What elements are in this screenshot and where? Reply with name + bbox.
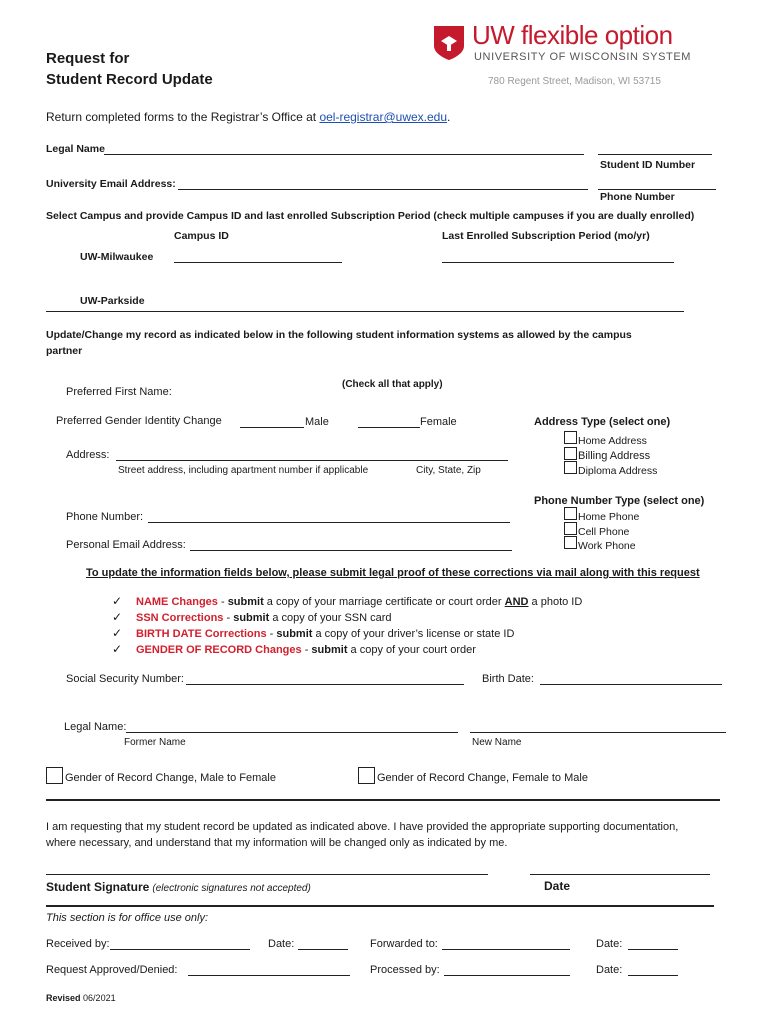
university-email-label: University Email Address: <box>46 178 176 190</box>
statement-line2: where necessary, and understand that my information will be changed only as indicated by me. <box>46 837 508 849</box>
checkmark-icon: ✓ <box>112 642 123 656</box>
former-name-field[interactable] <box>126 732 458 733</box>
revised-date: 06/2021 <box>83 993 116 1003</box>
home-address-checkbox[interactable] <box>564 431 577 444</box>
home-address-label: Home Address <box>578 435 647 447</box>
ssn-field[interactable] <box>186 684 464 685</box>
revised-label: Revised <box>46 993 81 1003</box>
received-by-field[interactable] <box>110 949 250 950</box>
proof-text: a copy of your SSN card <box>269 612 392 624</box>
proof-item-birthdate <box>136 628 514 640</box>
checkmark-icon: ✓ <box>112 610 123 624</box>
office-divider <box>46 905 714 907</box>
former-name-hint: Former Name <box>124 737 186 748</box>
proof-label: SSN Corrections <box>136 612 224 624</box>
checkmark-icon: ✓ <box>112 626 123 640</box>
registrar-email-link[interactable]: oel-registrar@uwex.edu <box>319 110 448 124</box>
personal-email-label: Personal Email Address: <box>66 539 186 551</box>
header-address: 780 Regent Street, Madison, WI 53715 <box>488 76 661 87</box>
new-name-field[interactable] <box>470 732 726 733</box>
form-title-line2: Student Record Update <box>46 71 213 88</box>
proof-heading: To update the information fields below, please submit legal proof of these corrections via mail along with this request <box>86 567 700 579</box>
intro-prefix: Return completed forms to the Registrar’s Office at <box>46 110 320 124</box>
student-id-field[interactable] <box>598 154 712 155</box>
campus-id-header: Campus ID <box>174 230 229 242</box>
personal-email-field[interactable] <box>190 550 512 551</box>
update-instruction-line1: Update/Change my record as indicated below in the following student information systems as allowed by the campus <box>46 329 632 341</box>
signature-note: (electronic signatures not accepted) <box>152 883 311 894</box>
diploma-address-label: Diploma Address <box>578 465 658 477</box>
new-name-hint: New Name <box>472 737 522 748</box>
date2-label: Date: <box>596 938 623 950</box>
male-field[interactable] <box>240 427 304 428</box>
date1-field[interactable] <box>298 949 348 950</box>
billing-address-label: Billing Address <box>578 450 651 462</box>
date1-label: Date: <box>268 938 295 950</box>
phone-type-title: Phone Number Type (select one) <box>534 495 705 507</box>
home-phone-label: Home Phone <box>578 511 640 523</box>
legal-name-label: Legal Name <box>46 143 105 155</box>
forwarded-to-label: Forwarded to: <box>370 938 438 950</box>
gender-ftm-checkbox[interactable] <box>358 767 375 784</box>
milwaukee-period-field[interactable] <box>442 262 674 263</box>
signature-label-wrap <box>46 880 311 894</box>
date3-label: Date: <box>596 964 623 976</box>
approved-denied-label: Request Approved/Denied: <box>46 964 178 976</box>
signature-label: Student Signature <box>46 880 150 894</box>
campus-milwaukee[interactable]: UW-Milwaukee <box>80 251 154 263</box>
campus-section-divider <box>46 311 684 312</box>
diploma-address-checkbox[interactable] <box>564 461 577 474</box>
signature-date-field[interactable] <box>530 874 710 875</box>
intro-suffix: . <box>447 110 451 124</box>
cell-phone-checkbox[interactable] <box>564 522 577 535</box>
signature-date-label: Date <box>544 879 571 893</box>
legal-name-field[interactable] <box>104 154 584 155</box>
check-all-note: (Check all that apply) <box>342 379 443 390</box>
proof-action: submit <box>227 596 264 608</box>
university-email-field[interactable] <box>178 189 588 190</box>
gender-mtf-label: Gender of Record Change, Male to Female <box>65 772 276 784</box>
statement-line1: I am requesting that my student record be updated as indicated above. I have provided the appropriate supporting documentation, <box>46 821 679 833</box>
date3-field[interactable] <box>628 975 678 976</box>
forwarded-to-field[interactable] <box>442 949 570 950</box>
processed-by-label: Processed by: <box>370 964 440 976</box>
proof-sep: - <box>266 628 277 640</box>
revision-note <box>46 993 116 1003</box>
phone-number-field[interactable] <box>598 189 716 190</box>
proof-sep: - <box>223 612 234 624</box>
proof-item-gender <box>136 644 476 656</box>
phone-label: Phone Number: <box>66 511 144 523</box>
proof-item-name <box>136 596 582 608</box>
phone-number-label: Phone Number <box>600 191 675 203</box>
address-type-title: Address Type (select one) <box>534 416 671 428</box>
update-instruction-line2: partner <box>46 345 83 357</box>
date2-field[interactable] <box>628 949 678 950</box>
proof-sep: - <box>217 596 228 608</box>
ssn-label: Social Security Number: <box>66 673 184 685</box>
female-label: Female <box>420 416 457 428</box>
proof-action: submit <box>233 612 270 624</box>
billing-address-checkbox[interactable] <box>564 447 577 460</box>
proof-label: GENDER OF RECORD Changes <box>136 644 302 656</box>
proof-action: submit <box>311 644 348 656</box>
logo <box>432 22 732 82</box>
approved-denied-field[interactable] <box>188 975 350 976</box>
processed-by-field[interactable] <box>444 975 570 976</box>
logo-name: UW flexible option <box>472 20 673 50</box>
home-phone-checkbox[interactable] <box>564 507 577 520</box>
student-id-label: Student ID Number <box>600 159 696 171</box>
city-hint: City, State, Zip <box>416 465 481 476</box>
form-title-line1: Request for <box>46 50 130 67</box>
work-phone-label: Work Phone <box>578 540 636 552</box>
campus-parkside[interactable]: UW-Parkside <box>80 295 145 307</box>
proof-and: AND <box>504 596 529 608</box>
proof-action: submit <box>276 628 313 640</box>
signature-field[interactable] <box>46 874 488 875</box>
proof-text: a copy of your court order <box>347 644 476 656</box>
proof-item-ssn <box>136 612 392 624</box>
gender-ftm-label: Gender of Record Change, Female to Male <box>377 772 588 784</box>
proof-text: a copy of your driver’s license or state ID <box>312 628 515 640</box>
campus-instruction: Select Campus and provide Campus ID and last enrolled Subscription Period (check multiple campuses if you are dually enrolled) <box>46 210 695 222</box>
checkmark-icon: ✓ <box>112 594 123 608</box>
gender-identity-label: Preferred Gender Identity Change <box>56 415 222 427</box>
proof-label: BIRTH DATE Corrections <box>136 628 267 640</box>
logo-subtitle: UNIVERSITY OF WISCONSIN SYSTEM <box>474 51 692 63</box>
gender-mtf-checkbox[interactable] <box>46 767 63 784</box>
section-divider <box>46 799 720 801</box>
address-field[interactable] <box>116 460 508 461</box>
preferred-first-name-label: Preferred First Name: <box>66 386 172 398</box>
intro-text <box>46 110 450 124</box>
phone-field[interactable] <box>148 522 510 523</box>
male-label: Male <box>305 416 329 428</box>
address-label: Address: <box>66 449 110 461</box>
cell-phone-label: Cell Phone <box>578 526 630 538</box>
milwaukee-campus-id-field[interactable] <box>174 262 342 263</box>
received-by-label: Received by: <box>46 938 110 950</box>
legal-name-change-label: Legal Name: <box>64 721 127 733</box>
proof-text2: a photo ID <box>528 596 583 608</box>
birth-date-field[interactable] <box>540 684 722 685</box>
shield-logo-icon <box>432 24 466 62</box>
proof-text: a copy of your marriage certificate or court order <box>263 596 505 608</box>
subscription-period-header: Last Enrolled Subscription Period (mo/yr) <box>442 230 650 242</box>
work-phone-checkbox[interactable] <box>564 536 577 549</box>
proof-label: NAME Changes <box>136 596 218 608</box>
street-hint: Street address, including apartment number if applicable <box>118 465 369 476</box>
proof-sep: - <box>301 644 312 656</box>
female-field[interactable] <box>358 427 420 428</box>
office-use-title: This section is for office use only: <box>46 912 209 924</box>
birth-date-label: Birth Date: <box>482 673 534 685</box>
